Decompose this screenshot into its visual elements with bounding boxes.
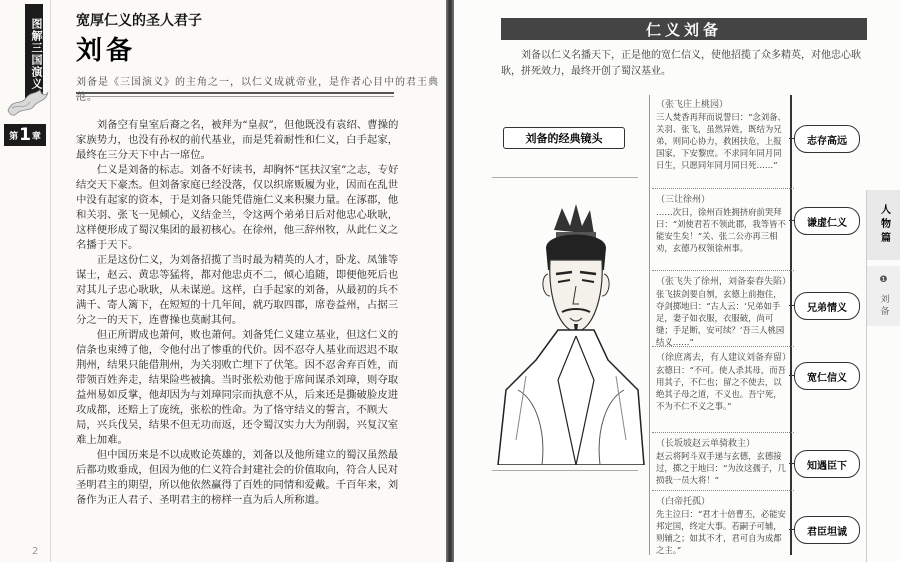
quote-heading: （张飞失了徐州，刘备泰春失陷） [656, 277, 792, 287]
quote-separator [652, 490, 794, 491]
title-rule [76, 92, 394, 94]
paragraph: 但中国历来是不以成败论英雄的，刘备以及他所建立的蜀汉虽然最后都功败垂成，但因为他的仁义符合封建社会的价值取向，符合人民对圣明君主的期望，所以他依然赢得了百姓的同情和爱戴。千百年来，刘备作为正人君子、圣明君主的榜样一直为后人所称道。 [76, 449, 399, 506]
divider [492, 470, 638, 471]
virtue-tag: 志存高远 [794, 125, 860, 153]
quote-block [656, 496, 788, 556]
paragraph: 仁义是刘备的标志。刘备不好读书，却胸怀“匡扶汉室”之志，专好结交天下豪杰。但刘备家庭已经没落，仅以织席贩履为业，因而在乱世中没有起家的资本，于是刘备只能凭借施仁义来积聚力量。在涿郡，他和关羽、张飞一见倾心，义结金兰，令这两个弟弟日后对他忠心耿耿，这样便形成了蜀汉集团的最初核心。在徐州，他三辞州牧，从此仁义之名播于天下。 [76, 164, 399, 251]
virtue-tag: 君臣坦诚 [794, 516, 860, 544]
quote-heading: （长坂坡赵云单骑救主） [656, 439, 756, 449]
quote-text: ……次日，徐州百姓拥挤府前哭拜曰：“刘使君若不领此郡，我等皆不能安生矣！”关、张二公亦再三相劝，玄德乃权领徐州事。 [656, 207, 786, 253]
quote-separator [652, 432, 794, 433]
chapter-number: 1 [19, 125, 31, 145]
quote-heading: （白帝托孤） [656, 497, 711, 507]
section-tab: 人物篇 [867, 190, 900, 260]
classic-scenes-label: 刘备的经典镜头 [503, 127, 625, 149]
quote-text: 先主泣曰：“君才十倍曹丕，必能安邦定国，终定大事。若嗣子可辅，则辅之；如其不才，君可自为成都之主。” [656, 509, 786, 555]
book-gutter [446, 0, 454, 562]
quote-block [656, 194, 788, 254]
quote-block [656, 438, 788, 486]
section-banner: 仁义刘备 [501, 18, 867, 40]
left-page [0, 0, 446, 562]
chapter-suffix: 章 [31, 131, 41, 142]
page-number: 2 [32, 546, 39, 557]
body-text [76, 118, 406, 508]
quote-block [656, 352, 792, 412]
intro-text: 刘备以仁义名播天下，正是他的宽仁信义，使他招揽了众多精英，对他忠心耿耿，拼死效力，最终开创了蜀汉基业。 [501, 50, 861, 77]
chapter-prefix: 第 [9, 131, 19, 142]
liu-bei-portrait [496, 200, 646, 465]
divider [492, 177, 638, 178]
virtue-tag: 宽仁信义 [794, 362, 860, 390]
quote-block [656, 276, 792, 348]
title-rule-thin [76, 96, 394, 97]
quote-heading: （三让徐州） [656, 195, 711, 205]
paragraph: 刘备空有皇室后裔之名，被拜为“皇叔”，但他既没有袁绍、曹操的家族势力，也没有孙权的前代基业，而是凭着耐性和仁义，白手起家，最终在三分天下中占一席位。 [76, 119, 399, 161]
quote-text: 赵云将阿斗双手递与玄德，玄德接过，掷之于地曰：“为汝这孺子，几损我一员大将！” [656, 451, 786, 485]
dragon-icon [6, 84, 50, 120]
quote-text: 三人焚香再拜而说誓曰：“念刘备、关羽、张飞，虽然异姓，既结为兄弟，则同心协力，救困扶危，上报国家，下安黎庶。不求同年同月同日生，只愿同年同月同日死……” [656, 112, 786, 170]
quote-heading: （徐庶离去，有人建议刘备弃留） [656, 353, 792, 363]
page-subtitle: 宽厚仁义的圣人君子 [76, 13, 202, 29]
quote-text: 玄德曰：“不可。使人杀其母，而吾用其子，不仁也；留之不使去，以绝其子母之道，不义也。吾宁死，不为不仁不义之事。” [656, 365, 786, 411]
series-label: 图解三国演义 [25, 4, 43, 98]
quote-text: 张飞拔剑要自刎，玄德上前抱住，夺剑掷地曰：“古人云：‘兄弟如手足，妻子如衣服，衣服破，尚可缝；手足断，安可续？’吾三人桃园结义……” [656, 289, 785, 347]
quote-separator [652, 346, 794, 347]
timeline-line [790, 95, 792, 555]
page-title: 刘备 [76, 36, 137, 66]
quote-separator [652, 188, 794, 189]
section-subtab: ❶ 刘备 [867, 266, 900, 326]
lead-text: 刘备是《三国演义》的主角之一，以仁义成就帝业，是作者心目中的君王典范。 [76, 77, 439, 103]
virtue-tag: 谦虚仁义 [794, 207, 860, 235]
quote-heading: （张飞庄上桃园） [656, 100, 729, 110]
paragraph: 正是这份仁义，为刘备招揽了当时最为精英的人才，卧龙、凤雏等谋士，赵云、黄忠等猛将，都对他忠贞不二，倾心追随，即便他死后也对其儿子忠心耿耿，从未谋逆。这样，白手起家的刘备，从最初的兵不满千、寄人篱下，在短短的十几年间，就巧取四郡，席卷益州，占据三分之一的天下，连曹操也莫耐其何。 [76, 254, 399, 326]
virtue-tag: 知遇臣下 [794, 450, 860, 478]
virtue-tag: 兄弟情义 [794, 292, 860, 320]
paragraph: 但正所谓成也萧何，败也萧何。刘备凭仁义建立基业，但这仁义的信条也束缚了他，令他付出了惨重的代价。因不忍夺人基业而迟迟不取荆州，结果只能借荆州，为关羽败亡埋下了伏笔。因不忍舍弃百姓，而带领百姓奔走，结果险些被擒。当时张松劝他于席间谋杀刘璋，则夺取益州易如反掌，他却因为与刘璋同宗而执意不从，后来还是撕破脸皮进攻成都，还赔上了庞统，张松的性命。为了恪守结义的誓言，不顾大局，兴兵伐吴，结果不但无功而返，还令蜀汉实力大为削弱，兴复汉室难上加难。 [76, 329, 399, 446]
right-page [454, 0, 900, 562]
chapter-badge [4, 124, 46, 146]
right-side-index [866, 190, 900, 562]
quote-block [656, 99, 788, 171]
quote-separator [652, 270, 794, 271]
left-side-tab [0, 0, 51, 562]
